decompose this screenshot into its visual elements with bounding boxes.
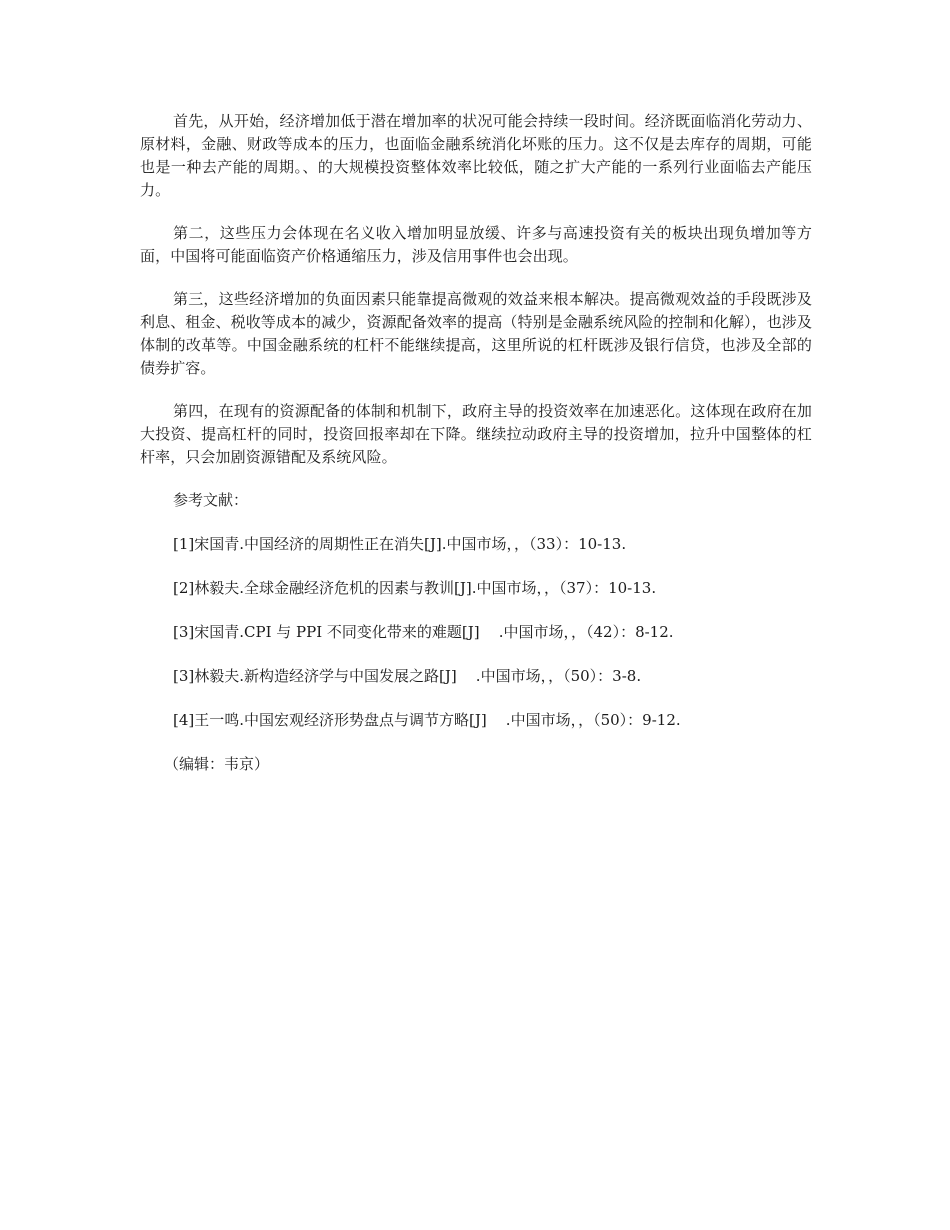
reference-item: [4]王一鸣.中国宏观经济形势盘点与调节方略[J] .中国市场，，（50）：9-12.	[173, 711, 681, 729]
document-page	[140, 110, 812, 776]
reference-item: [3]林毅夫.新构造经济学与中国发展之路[J] .中国市场，，（50）：3-8.	[173, 667, 642, 685]
reference-item: [3]宋国青.CPI 与 PPI 不同变化带来的难题[J] .中国市场，，（42）：8-12.	[173, 623, 674, 641]
paragraph-fourth: 第四，在现有的资源配备的体制和机制下，政府主导的投资效率在加速恶化。这体现在政府在加大投资、提高杠杆的同时，投资回报率却在下降。继续拉动政府主导的投资增加，拉升中国整体的杠杆率，只会加剧资源错配及系统风险。	[140, 402, 812, 466]
paragraph-third: 第三，这些经济增加的负面因素只能靠提高微观的效益来根本解决。提高微观效益的手段既涉及利息、租金、税收等成本的减少，资源配备效率的提高（特别是金融系统风险的控制和化解），也涉及体制的改革等。中国金融系统的杠杆不能继续提高，这里所说的杠杆既涉及银行信贷，也涉及全部的债券扩容。	[140, 290, 813, 377]
paragraph-first: 首先，从开始，经济增加低于潜在增加率的状况可能会持续一段时间。经济既面临消化劳动力、原材料，金融、财政等成本的压力，也面临金融系统消化坏账的压力。这不仅是去库存的周期，可能也是一种去产能的周期。、的大规模投资整体效率比较低，随之扩大产能的一系列行业面临去产能压力。	[140, 112, 812, 199]
editor-note: （编辑：韦京）	[164, 755, 270, 773]
reference-item: [2]林毅夫.全球金融经济危机的因素与教训[J].中国市场，，（37）：10-13.	[173, 579, 657, 597]
references-list	[140, 533, 812, 732]
references-heading: 参考文献：	[173, 491, 249, 509]
reference-item: [1]宋国青.中国经济的周期性正在消失[J].中国市场，，（33）：10-13.	[173, 535, 627, 553]
paragraph-second: 第二，这些压力会体现在名义收入增加明显放缓、许多与高速投资有关的板块出现负增加等方面，中国将可能面临资产价格通缩压力，涉及信用事件也会出现。	[140, 224, 812, 265]
